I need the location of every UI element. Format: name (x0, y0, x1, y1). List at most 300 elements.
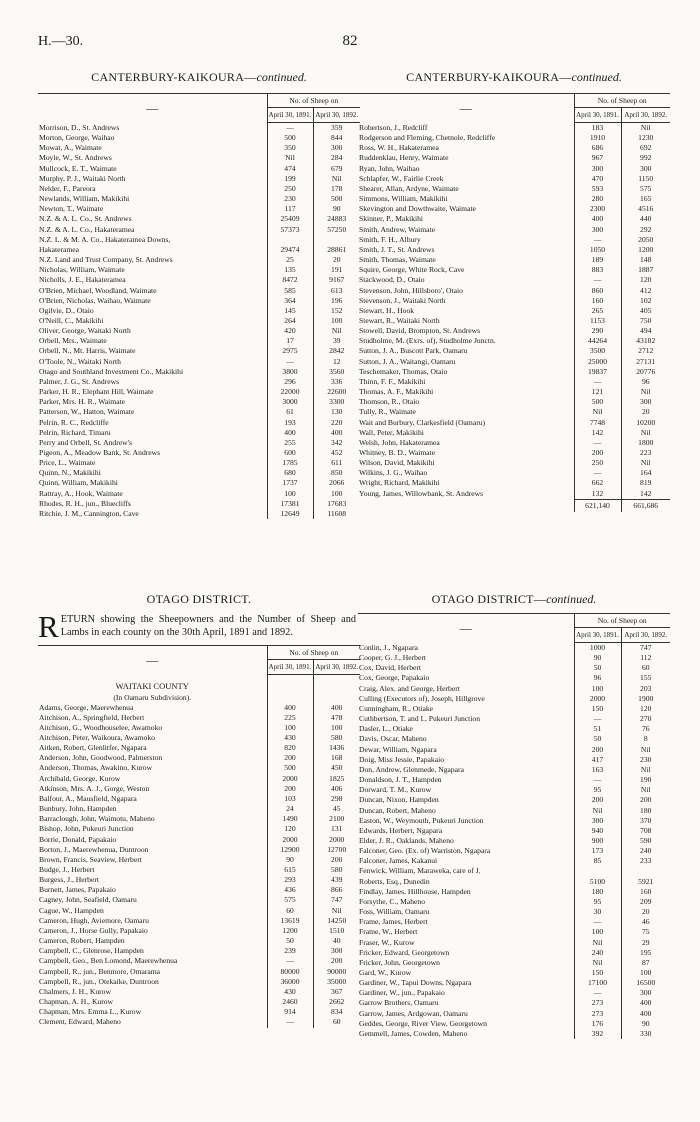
sheep-1891: 200 (267, 753, 313, 763)
sheep-1892: Nil (621, 387, 670, 397)
owner-name: Fraser, W., Kurow (359, 937, 415, 947)
sheep-1892: 180 (621, 806, 670, 816)
table-row (358, 836, 670, 846)
sheep-1891: — (574, 377, 621, 387)
sheep-1892: 168 (313, 753, 360, 763)
sheep-1891: 1490 (267, 814, 313, 824)
sheep-1891: 575 (267, 895, 313, 905)
sheep-1892: 342 (313, 438, 360, 448)
sheep-1892: 131 (313, 824, 360, 834)
owner-name: N.Z. Land and Trust Company, St. Andrews (39, 255, 173, 265)
owner-name: Otago and Southland Investment Co., Makikihi (39, 366, 184, 376)
sheep-1891: 44264 (574, 336, 621, 346)
sheep-1892: 178 (313, 184, 360, 194)
owner-name: Dewar, William, Ngapara (359, 744, 437, 754)
owner-name: Thomson, R., Otaio (359, 397, 420, 407)
owner-name: Cagney, John, Seafield, Oamaru (39, 895, 137, 905)
owner-name: Moyle, W., St. Andrews (39, 153, 112, 163)
owner-name: Edwards, Herbert, Ngapara (359, 825, 443, 835)
sheep-1891: 680 (267, 468, 313, 478)
owner-name: Culling (Executors of), Joseph, Hillgrove (359, 693, 485, 703)
table-row (358, 978, 670, 988)
sheep-1892: 494 (621, 326, 670, 336)
sheep-1892: 1230 (621, 133, 670, 143)
sheep-1892: 580 (313, 865, 360, 875)
sheep-1891: 240 (574, 948, 621, 958)
table-row (358, 734, 670, 744)
sheep-1892: 298 (313, 794, 360, 804)
sheep-1891: 474 (267, 164, 313, 174)
sheep-1891: 200 (574, 745, 621, 755)
sheep-1891: 290 (574, 326, 621, 336)
table-row (38, 306, 360, 316)
sheep-1892: Nil (313, 326, 360, 336)
sheep-1892: 850 (313, 468, 360, 478)
owner-name: Squire, George, White Rock, Cave (359, 265, 465, 275)
table-row (38, 346, 360, 356)
sheep-1892: 12700 (313, 845, 360, 855)
page-number: 82 (342, 33, 358, 49)
sheep-1891: 420 (267, 326, 313, 336)
table-row (358, 938, 670, 948)
table-row (38, 265, 360, 275)
owner-name: Frame, W., Herbert (359, 927, 418, 937)
sheep-1892: 200 (313, 956, 360, 966)
sheep-1892: 284 (313, 153, 360, 163)
owner-name: Quinn, N., Makikihi (39, 468, 101, 478)
sheep-1891: 400 (267, 703, 313, 713)
owner-name: Ritchie, J. M., Cannington, Cave (39, 508, 139, 518)
sheep-1892: 1800 (621, 438, 670, 448)
table-row (358, 133, 670, 143)
table-row (358, 326, 670, 336)
sheep-1891: 500 (267, 763, 313, 773)
table-row (38, 967, 360, 977)
owner-name: Mowat, A., Waimate (39, 143, 102, 153)
table-row (358, 806, 670, 816)
table-row (38, 1017, 360, 1027)
owner-name: Schlapfer, W., Fairlie Creek (359, 173, 444, 183)
sheep-1891: 50 (574, 663, 621, 673)
sheep-1891: 430 (267, 987, 313, 997)
sheep-1891: 96 (574, 673, 621, 683)
owner-name: Geddes, George, River View, Georgetown (359, 1018, 487, 1028)
document-reference: H.—30. (38, 34, 84, 49)
sheep-1892: Nil (621, 428, 670, 438)
owner-name: Davis, Oscar, Maheno (359, 734, 427, 744)
sheep-1892: 209 (621, 897, 670, 907)
sheep-1891: 176 (574, 1019, 621, 1029)
sheep-1891: 662 (574, 478, 621, 488)
table-row (38, 824, 360, 834)
table-row (38, 804, 360, 814)
sheep-1892: 203 (621, 684, 670, 694)
header-1892: April 30, 1892. (313, 108, 360, 123)
sheep-1891: Nil (574, 938, 621, 948)
sheep-1892: 300 (621, 988, 670, 998)
owner-name: Nelder, F., Pareora (39, 183, 96, 193)
table-row (38, 723, 360, 733)
sheep-1892: 90000 (313, 967, 360, 977)
table-row (358, 1019, 670, 1029)
sheep-1892: 100 (313, 723, 360, 733)
sheep-1892: 992 (621, 153, 670, 163)
table-row (38, 367, 360, 377)
sheep-1892: 367 (313, 987, 360, 997)
owner-name: Clement, Edward, Maheno (39, 1017, 121, 1027)
sheep-1892: 90 (313, 204, 360, 214)
sheep-1891: 180 (574, 887, 621, 897)
sheep-1891: 19837 (574, 367, 621, 377)
sheep-1891: — (267, 1017, 313, 1027)
sheep-1891: 61 (267, 407, 313, 417)
owner-name: Garrow, James, Ardgowan, Oamaru (359, 1008, 468, 1018)
owner-name: Thinn, F. F., Makikihi (359, 376, 426, 386)
table-row (358, 826, 670, 836)
header-no-of-sheep: No. of Sheep on (574, 614, 670, 628)
table-row (38, 468, 360, 478)
sheep-1892: 90 (621, 1019, 670, 1029)
table-row (358, 275, 670, 285)
table-row (358, 663, 670, 673)
sheep-1892: 2050 (621, 235, 670, 245)
sheep-1892: 4516 (621, 204, 670, 214)
sheep-1892: 440 (621, 214, 670, 224)
owner-name: Sutton, J. A., Waitangi, Oamaru (359, 356, 456, 366)
sheep-1891: 3800 (267, 367, 313, 377)
sheep-1892: Nil (313, 174, 360, 184)
table-row (358, 164, 670, 174)
owner-name: Nicholls, J. E., Hakateramea (39, 275, 126, 285)
section-title: CANTERBURY-KAIKOURA—continued. (406, 70, 622, 84)
sheep-table (38, 93, 360, 519)
sheep-1892: 270 (621, 714, 670, 724)
owner-name: Sutton, J. A., Buscott Park, Oamaru (359, 346, 468, 356)
sheep-1892: 692 (621, 143, 670, 153)
sheep-1891: 883 (574, 265, 621, 275)
sheep-1892: Nil (621, 458, 670, 468)
table-row (38, 784, 360, 794)
table-row (358, 478, 670, 488)
table-row (38, 225, 360, 235)
owner-name: Easton, W., Weymouth, Pukeuri Junction (359, 815, 484, 825)
section-canterbury-kaikoura-left (38, 70, 360, 519)
sheep-1891: 914 (267, 1007, 313, 1017)
sheep-1891: 300 (574, 164, 621, 174)
sheep-1891 (574, 866, 621, 876)
section-title: OTAGO DISTRICT—continued. (431, 592, 597, 606)
table-row (358, 795, 670, 805)
table-row (358, 785, 670, 795)
sheep-1892: 155 (621, 673, 670, 683)
owner-name: Adams, George, Maerewhenua (39, 702, 134, 712)
table-row (38, 397, 360, 407)
sheep-1892: 613 (313, 286, 360, 296)
owner-name: Pelrin, R. C., Redcliffe (39, 417, 109, 427)
sheep-1891: 1785 (267, 458, 313, 468)
table-row (38, 418, 360, 428)
sheep-1891: 183 (574, 123, 621, 134)
sheep-1891: 100 (267, 723, 313, 733)
table-row (358, 184, 670, 194)
owner-name: Forsythe, C., Maheno (359, 896, 426, 906)
sheep-1892: 100 (621, 968, 670, 978)
owner-name: Bishop, John, Pukeuri Junction (39, 824, 134, 834)
owner-name: Foss, William, Oamaru (359, 907, 430, 917)
sheep-1892: 611 (313, 458, 360, 468)
owner-name: Findlay, James, Hillhouse, Hampden (359, 886, 471, 896)
sheep-1892: 1825 (313, 774, 360, 784)
owner-name: Cuthbertson, T. and I., Pukeuri Junction (359, 714, 480, 724)
sheep-1891: 1000 (574, 643, 621, 654)
sheep-1892: 14250 (313, 916, 360, 926)
owner-name: Cox, David, Herbert (359, 663, 421, 673)
owner-name: Rattray, A., Hook, Waimate (39, 488, 123, 498)
header-dash: — (459, 100, 472, 115)
sheep-1891: 173 (574, 846, 621, 856)
sheep-1891: 50 (574, 734, 621, 744)
table-row (358, 724, 670, 734)
sheep-1891: 585 (267, 286, 313, 296)
owner-name: O'Brien, Nicholas, Waihao, Waimate (39, 295, 151, 305)
sheep-1891: 293 (267, 875, 313, 885)
table-row (38, 214, 360, 224)
sheep-1891: 300 (574, 816, 621, 826)
owner-name: Burnett, James, Papakaio (39, 885, 116, 895)
sheep-1891: 2000 (267, 835, 313, 845)
sheep-1891: 103 (267, 794, 313, 804)
sheep-1891: — (267, 956, 313, 966)
table-row (38, 123, 360, 134)
table-row (358, 377, 670, 387)
sheep-1892: 160 (621, 887, 670, 897)
owner-name: N.Z. & A. L. Co., St. Andrews (39, 214, 132, 224)
owner-name: Brown, Francis, Seaview, Herbert (39, 854, 142, 864)
sheep-1892: 2066 (313, 478, 360, 488)
sheep-1891: 2000 (574, 694, 621, 704)
sheep-1892: 43182 (621, 336, 670, 346)
table-row (358, 673, 670, 683)
sheep-1891: 95 (574, 897, 621, 907)
sheep-1892: 20 (621, 907, 670, 917)
table-row (358, 866, 670, 876)
owner-name: Cameron, Hugh, Aviemore, Oamaru (39, 915, 149, 925)
table-row (38, 855, 360, 865)
sheep-1891: 900 (574, 836, 621, 846)
owner-name: Stowell, David, Brompton, St. Andrews (359, 326, 481, 336)
owner-name: Studholme, M. (Exrs. of), Studholme Junctn. (359, 336, 496, 346)
sheep-1892: 40 (313, 936, 360, 946)
sheep-1892: 300 (313, 946, 360, 956)
sheep-1892: 190 (621, 775, 670, 785)
owner-name: Shearer, Allan, Ardyne, Waimate (359, 183, 459, 193)
sheep-1892: 22600 (313, 387, 360, 397)
owner-name: Campbell, R., jun., Benmore, Omarama (39, 966, 161, 976)
header-no-of-sheep: No. of Sheep on (267, 94, 360, 108)
table-row (358, 856, 670, 866)
sheep-1891: 2300 (574, 204, 621, 214)
sheep-1891: 250 (267, 184, 313, 194)
sheep-1892: 100 (313, 489, 360, 499)
owner-name: Stevenson, John, Hillsboro', Otaio (359, 285, 463, 295)
sheep-1892: 60 (313, 1017, 360, 1027)
table-row (358, 235, 670, 245)
sheep-1892: 10200 (621, 418, 670, 428)
sheep-1891: 189 (574, 255, 621, 265)
header-dash: — (146, 100, 159, 115)
owner-name: Stackwood, D., Otaio (359, 275, 425, 285)
sheep-1891: 85 (574, 856, 621, 866)
owner-name: Wright, Richard, Makikihi (359, 478, 440, 488)
sheep-1891: — (574, 468, 621, 478)
table-row (38, 428, 360, 438)
table-row (358, 255, 670, 265)
section-canterbury-kaikoura-right (358, 70, 670, 512)
sheep-1891: 36000 (267, 977, 313, 987)
sheep-1892: 20 (313, 255, 360, 265)
table-row (38, 245, 360, 255)
header-dash: — (146, 652, 159, 667)
sheep-1892: 45 (313, 804, 360, 814)
sheep-1891: 100 (267, 489, 313, 499)
owner-name: Wilkins, J. G., Waihao (359, 468, 428, 478)
sheep-1892: Nil (313, 906, 360, 916)
owner-name: Elder, J. R., Oaklands, Maheno (359, 835, 454, 845)
owner-name: Ruddenklau, Henry, Waimate (359, 153, 449, 163)
table-row (38, 407, 360, 417)
sheep-1891: 1200 (267, 926, 313, 936)
sheep-1892: 29 (621, 938, 670, 948)
owner-name: Whitney, B. D., Waimate (359, 448, 436, 457)
owner-name: Hakateramea (39, 244, 80, 254)
sheep-1892: 439 (313, 875, 360, 885)
sheep-1892: 164 (621, 468, 670, 478)
sheep-1892: 2100 (313, 814, 360, 824)
table-row (358, 775, 670, 785)
sheep-table (358, 93, 670, 512)
sheep-1891: 80000 (267, 967, 313, 977)
sheep-1891: 430 (267, 733, 313, 743)
table-row (38, 204, 360, 214)
sheep-1891: — (574, 275, 621, 285)
owner-name: Chapman, Mrs. Emma L., Kurow (39, 1007, 142, 1017)
owner-name: Ross, W. H., Hakateramea (359, 143, 439, 153)
return-description: RETURN showing the Sheepowners and the Number of Sheep and Lambs in each county on the 30th April, 1891 and 1892. (38, 609, 356, 644)
sheep-1891: 820 (267, 743, 313, 753)
owner-name: Smith, J. T., St. Andrews (359, 244, 435, 254)
sheep-1892: 300 (313, 143, 360, 153)
header-no-of-sheep: No. of Sheep on (574, 94, 670, 108)
header-1891: April 30, 1891. (267, 660, 313, 675)
sheep-1892: 233 (621, 856, 670, 866)
table-row (358, 194, 670, 204)
owner-name: Duncan, Robert, Maheno (359, 805, 436, 815)
sheep-1892: 130 (313, 407, 360, 417)
owner-name: Aitchison, G., Woodhouselee, Awamoko (39, 722, 163, 732)
sheep-1892: 400 (313, 703, 360, 713)
table-row (358, 684, 670, 694)
sheep-1891: 593 (574, 184, 621, 194)
header-no-of-sheep: No. of Sheep on (267, 646, 360, 660)
owner-name: Chalmers, J. H., Kurow (39, 986, 111, 996)
table-row (358, 927, 670, 937)
header-1891: April 30, 1891. (574, 108, 621, 123)
table-row (358, 704, 670, 714)
sheep-1891: 1910 (574, 133, 621, 143)
owner-name: Chapman, A. H., Kurow (39, 997, 114, 1007)
sheep-1891: 24 (267, 804, 313, 814)
sheep-1892: 2000 (313, 835, 360, 845)
owner-name: Cameron, Robert, Hampden (39, 936, 125, 946)
table-row (358, 948, 670, 958)
header-1891: April 30, 1891. (267, 108, 313, 123)
sheep-1891: 364 (267, 296, 313, 306)
sheep-1891: 163 (574, 765, 621, 775)
sheep-1892: 46 (621, 917, 670, 927)
sheep-1892: 16500 (621, 978, 670, 988)
table-row (358, 397, 670, 407)
sheep-1891: 132 (574, 489, 621, 500)
sheep-1891: — (574, 775, 621, 785)
table-row (38, 448, 360, 458)
table-row (38, 1007, 360, 1017)
table-row (38, 509, 360, 519)
sheep-1892: 406 (313, 784, 360, 794)
sheep-1891: 265 (574, 306, 621, 316)
table-row (358, 897, 670, 907)
sheep-1891: 12649 (267, 509, 313, 519)
owner-name: Aitchison, Peter, Waikoura, Awamoko (39, 732, 155, 742)
owner-name: Borrie, Donald, Papakaio (39, 834, 117, 844)
sheep-1891: 60 (267, 906, 313, 916)
table-row (358, 816, 670, 826)
sheep-1891: 400 (574, 214, 621, 224)
table-row (38, 814, 360, 824)
sheep-1892: Nil (621, 123, 670, 134)
sheep-1891: 29474 (267, 245, 313, 255)
owner-name: Morton, George, Waihao (39, 133, 115, 143)
sheep-1892: 57250 (313, 225, 360, 235)
sheep-1892: 400 (313, 428, 360, 438)
table-row (358, 458, 670, 468)
table-row (358, 643, 670, 654)
sheep-1892: 24883 (313, 214, 360, 224)
sheep-1892: 750 (621, 316, 670, 326)
sheep-1892: 39 (313, 336, 360, 346)
sheep-1892: 708 (621, 826, 670, 836)
table-row (38, 235, 360, 245)
owner-name: Wall, Peter, Makikihi (359, 427, 424, 437)
table-row (38, 763, 360, 773)
sheep-1892: 1150 (621, 174, 670, 184)
sheep-1892: 844 (313, 133, 360, 143)
owner-name: O'Neill, C., Makikihi (39, 315, 104, 325)
owner-name: Atkinson, Mrs. A. J., Gorge, Weston (39, 783, 150, 793)
owner-name: Newlands, William, Makikihi (39, 194, 130, 204)
sheep-1892: 75 (621, 927, 670, 937)
sheep-1891: 142 (574, 428, 621, 438)
sheep-1891: 2000 (267, 774, 313, 784)
sheep-1892: 834 (313, 1007, 360, 1017)
sheep-1892: 747 (621, 643, 670, 654)
table-row (358, 489, 670, 500)
owner-name: Don, Andrew, Glenmede, Ngapara (359, 764, 464, 774)
sheep-1891: 30 (574, 907, 621, 917)
table-row (358, 448, 670, 458)
sheep-1891: 1153 (574, 316, 621, 326)
sheep-1892: 60 (621, 663, 670, 673)
owner-name: Thomas, A. F., Makikihi (359, 387, 434, 397)
